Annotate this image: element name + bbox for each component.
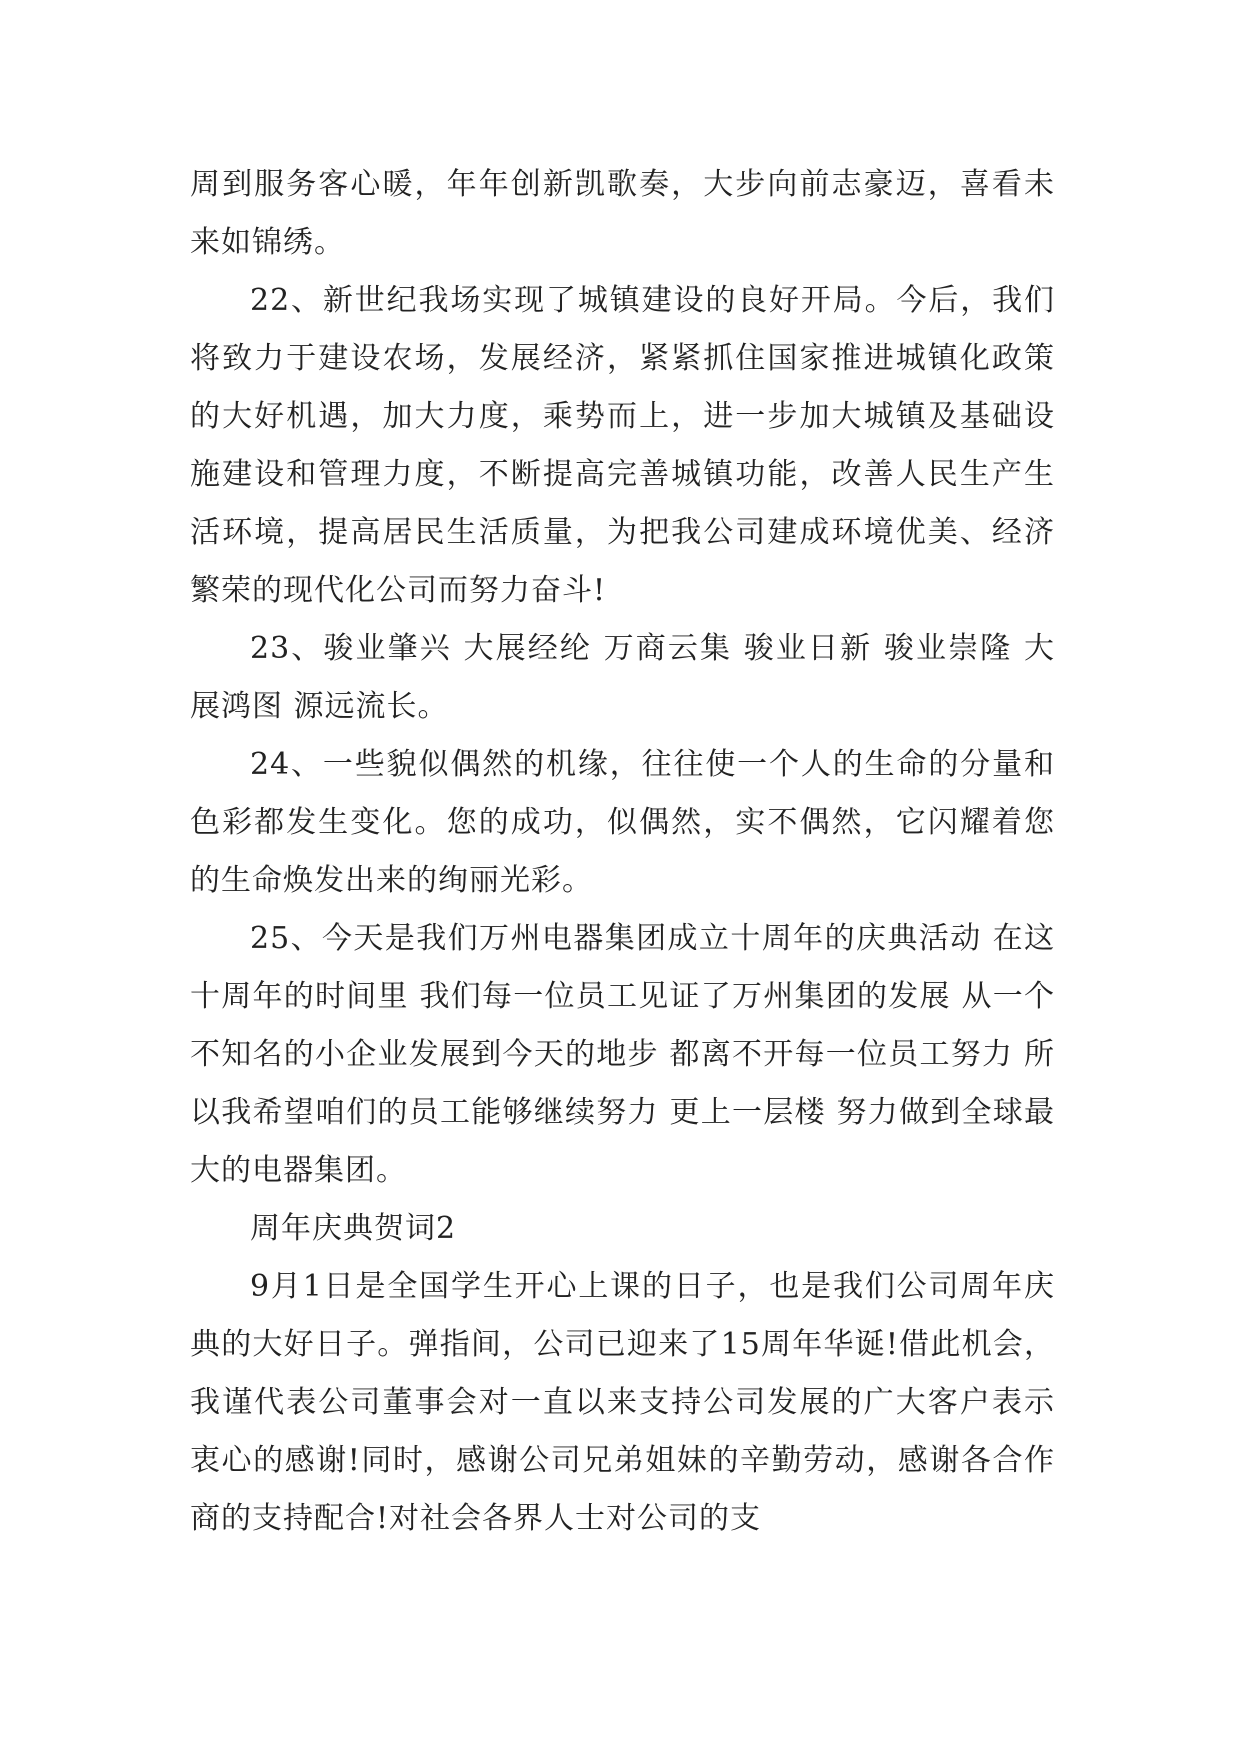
paragraph-24: 24、一些貌似偶然的机缘，往往使一个人的生命的分量和色彩都发生变化。您的成功，似偶然，实不偶然，它闪耀着您的生命焕发出来的绚丽光彩。 [190,747,1055,898]
paragraph-continued: 周到服务客心暖，年年创新凯歌奏，大步向前志豪迈，喜看未来如锦绣。 [190,167,1055,260]
paragraph-23: 23、骏业肇兴 大展经纶 万商云集 骏业日新 骏业崇隆 大展鸿图 源远流长。 [190,631,1055,724]
document-body [190,156,1055,1548]
section-heading: 周年庆典贺词2 [250,1211,457,1246]
paragraph-22: 22、新世纪我场实现了城镇建设的良好开局。今后，我们将致力于建设农场，发展经济，紧紧抓住国家推进城镇化政策的大好机遇，加大力度，乘势而上，进一步加大城镇及基础设施建设和管理力度，不断提高完善城镇功能，改善人民生产生活环境，提高居民生活质量，为把我公司建成环境优美、经济繁荣的现代化公司而努力奋斗! [190,283,1055,608]
paragraph-anniversary: 9月1日是全国学生开心上课的日子，也是我们公司周年庆典的大好日子。弹指间，公司已迎来了15周年华诞!借此机会，我谨代表公司董事会对一直以来支持公司发展的广大客户表示衷心的感谢!同时，感谢公司兄弟姐妹的辛勤劳动，感谢各合作商的支持配合!对社会各界人士对公司的支 [190,1269,1055,1536]
paragraph-25: 25、今天是我们万州电器集团成立十周年的庆典活动 在这十周年的时间里 我们每一位员工见证了万州集团的发展 从一个不知名的小企业发展到今天的地步 都离不开每一位员工努力 所以我希望咱们的员工能够继续努力 更上一层楼 努力做到全球最大的电器集团。 [190,921,1055,1188]
